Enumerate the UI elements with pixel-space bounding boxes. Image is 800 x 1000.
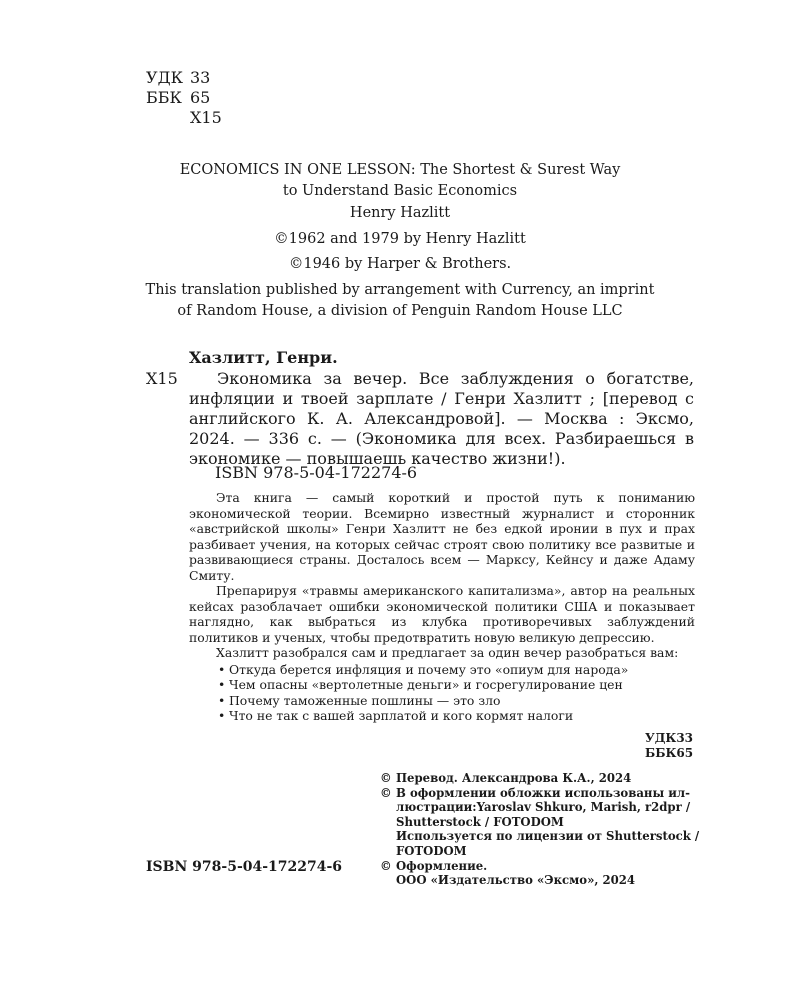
- annotation-paragraph: Хазлитт разобрался сам и предлагает за один вечер разобраться вам:: [216, 645, 679, 660]
- translation-line: This translation published by arrangement with Currency, an imprint: [145, 282, 655, 298]
- copyright-design: © Оформление.: [380, 858, 488, 873]
- copyright-symbol: ©: [380, 858, 392, 873]
- bbk-row: [146, 88, 222, 108]
- copyright-line: ©1946 by Harper & Brothers.: [288, 256, 512, 272]
- bbk-footer: ББК65: [645, 746, 694, 760]
- publisher-line: ООО «Издательство «Эксмо», 2024: [396, 873, 636, 888]
- udk-bbk-footer: [645, 731, 693, 761]
- copyright-translation: © Перевод. Александрова К.А., 2024: [380, 771, 632, 785]
- bullet-list: [189, 662, 695, 724]
- classification-block: [146, 68, 222, 128]
- bib-description: [189, 369, 694, 469]
- title-line: to Understand Basic Economics: [282, 183, 518, 199]
- bullet: •: [218, 661, 226, 677]
- bullet: •: [218, 677, 226, 692]
- bullet: •: [218, 692, 226, 708]
- copyright-block: [380, 771, 702, 888]
- translation-notice: [100, 280, 700, 322]
- udk-footer: УДК33: [645, 731, 694, 745]
- udk-value: 33: [190, 68, 211, 87]
- annotation: [189, 490, 695, 724]
- author-code-row: [146, 108, 222, 128]
- author-code: Х15: [190, 108, 222, 127]
- bullet: •: [218, 708, 226, 723]
- original-author: Henry Hazlitt: [349, 205, 451, 221]
- bbk-label: ББК: [146, 88, 182, 107]
- translation-line: of Random House, a division of Penguin Random House LLC: [177, 303, 623, 319]
- isbn: ISBN 978-5-04-172274-6: [215, 463, 418, 482]
- udk-row: [146, 68, 222, 88]
- title-line: ECONOMICS IN ONE LESSON: The Shortest & Surest Way: [179, 162, 621, 178]
- list-item: • Чем опасны «вертолетные деньги» и госрегулирование цен: [218, 677, 623, 692]
- copyright-symbol: ©: [380, 785, 392, 800]
- bib-description-text: Экономика за вечер. Все заблуждения о богатстве, инфляции и твоей зарплате / Генри Хазлитт ; [перевод с английского К. А. Александровой]. — Москва : Эксмо, 2024. — 336 с. — (Экономика для всех. Разбираешься в экономике — повышаешь качество жизни!).: [189, 369, 694, 468]
- copyright-line: ©1962 and 1979 by Henry Hazlitt: [274, 231, 526, 247]
- udk-label: УДК: [146, 68, 183, 87]
- copyright-line: люстрации:Yaroslav Shkuro, Marish, r2dpr /: [396, 800, 691, 815]
- list-item: • Что не так с вашей зарплатой и кого кормят налоги: [218, 708, 574, 723]
- copyright-line: Используется по лицензии от Shutterstock /: [396, 829, 700, 844]
- annotation-paragraph: Эта книга — самый короткий и простой путь к пониманию экономической теории. Всемирно известный журналист и сторонник «австрийской школы» Генри Хазлитт не без едкой иронии в пух и прах разбивает учения, на которых сейчас строят свою политику все развитые и развивающиеся страны. Досталось всем — Марксу, Кейнсу и даже Адаму Смиту.: [189, 490, 695, 583]
- isbn-footer: ISBN 978-5-04-172274-6: [146, 859, 343, 875]
- copyright-line: FOTODOM: [396, 843, 467, 858]
- bib-author-code: Х15: [146, 369, 178, 388]
- copyright-symbol: ©: [380, 771, 392, 785]
- bbk-value: 65: [190, 88, 211, 107]
- copyright-cover: © В оформлении обложки использованы ил-: [380, 785, 691, 800]
- list-item: • Откуда берется инфляция и почему это «опиум для народа»: [218, 661, 629, 677]
- bib-author: Хазлитт, Генри.: [189, 348, 338, 367]
- copyright-line: Shutterstock / FOTODOM: [396, 814, 564, 829]
- annotation-paragraph: Препарируя «травмы американского капитализма», автор на реальных кейсах разоблачает ошибки экономической политики США и показывает наглядно, как выбраться из клубка противоречивых заблуждений политиков и ученых, чтобы предотвратить новую великую депрессию.: [189, 583, 695, 645]
- original-title: [100, 160, 700, 202]
- list-item: • Почему таможенные пошлины — это зло: [218, 692, 501, 708]
